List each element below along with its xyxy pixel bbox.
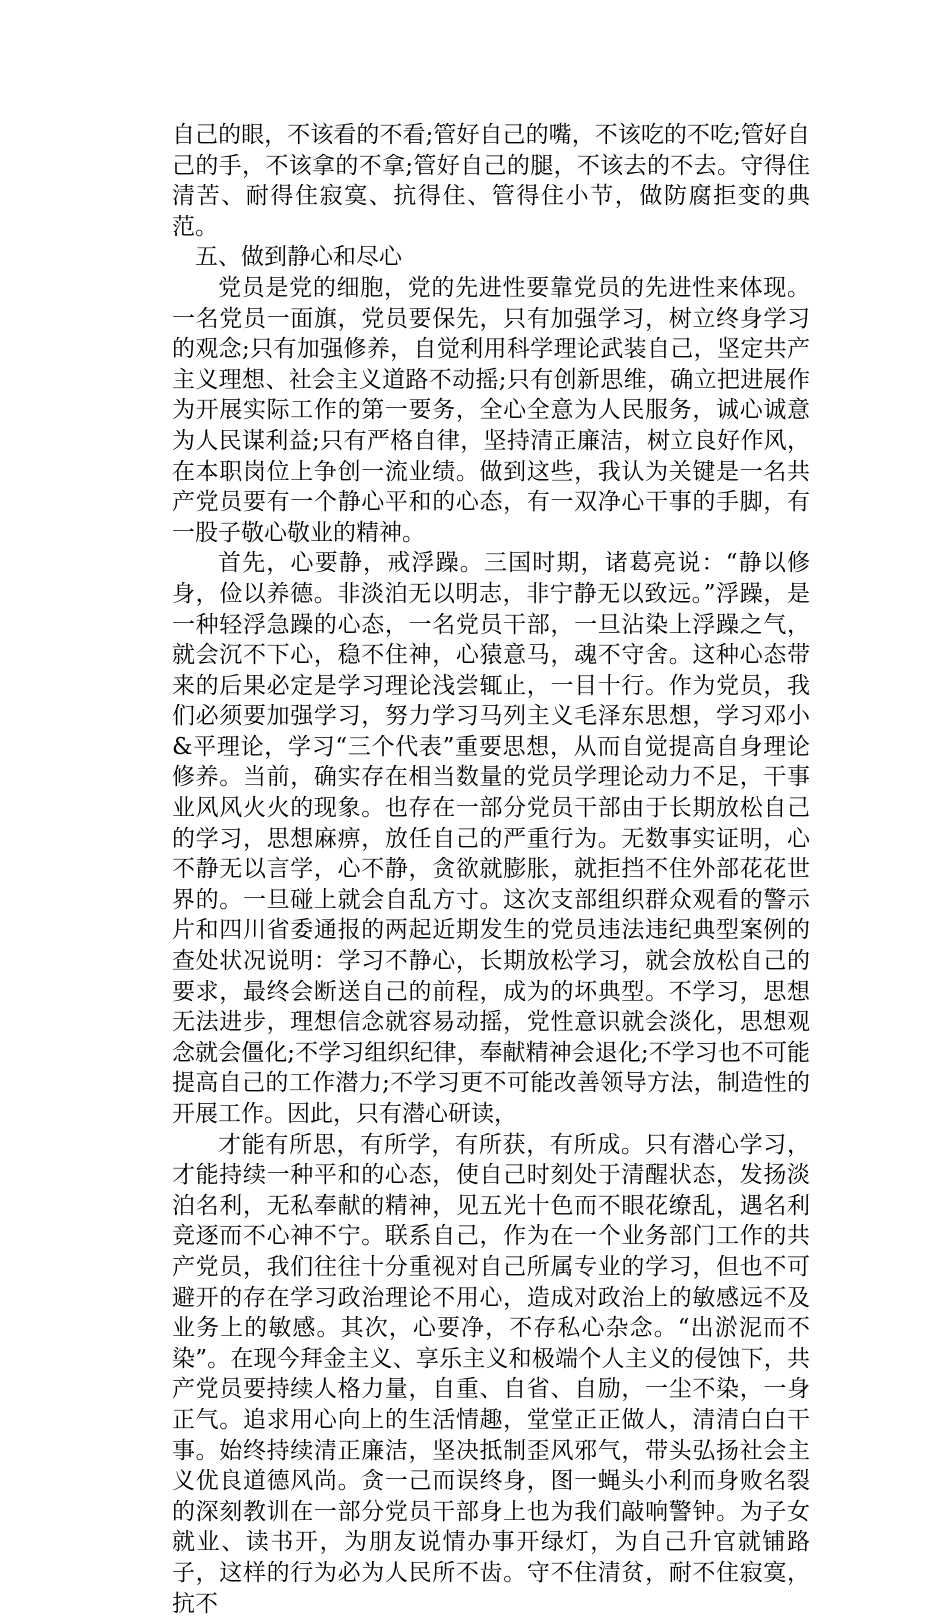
paragraph-party-member: 党员是党的细胞，党的先进性要靠党员的先进性来体现。一名党员一面旗，党员要保先，只有加强学习，树立终身学习的观念;只有加强修养，自觉利用科学理论武装自己，坚定共产主义理想、社会主义道路不动摇;只有创新思维，确立把进展作为开展实际工作的第一要务，全心全意为人民服务，诚心诚意为人民谋利益;只有严格自律，坚持清正廉洁，树立良好作风，在本职岗位上争创一流业绩。做到这些，我认为关键是一名共产党员要有一个静心平和的心态，有一双净心干事的手脚，有一股子敬心敬业的精神。 <box>172 274 810 546</box>
paragraph-continued: 自己的眼，不该看的不看;管好自己的嘴，不该吃的不吃;管好自己的手，不该拿的不拿;管好自己的腿，不该去的不去。守得住清苦、耐得住寂寞、抗得住、管得住小节，做防腐拒变的典范。 <box>172 122 810 240</box>
document-page <box>172 120 810 1619</box>
paragraph-calm-mind: 首先，心要静，戒浮躁。三国时期，诸葛亮说：“静以修身，俭以养德。非淡泊无以明志，非宁静无以致远。”浮躁，是一种轻浮急躁的心态，一名党员干部，一旦沾染上浮躁之气，就会沉不下心，稳不住神，心猿意马，魂不守舍。这种心态带来的后果必定是学习理论浅尝辄止，一目十行。作为党员，我们必须要加强学习，努力学习马列主义毛泽东思想，学习邓小&平理论，学习“三个代表”重要思想，从而自觉提高自身理论修养。当前，确实存在相当数量的党员学理论动力不足，干事业风风火火的现象。也存在一部分党员干部由于长期放松自己的学习，思想麻痹，放任自己的严重行为。无数事实证明，心不静无以言学，心不静，贪欲就膨胀，就拒挡不住外部花花世界的。一旦碰上就会自乱方寸。这次支部组织群众观看的警示片和四川省委通报的两起近期发生的党员违法违纪典型案例的查处状况说明：学习不静心，长期放松学习，就会放松自己的要求，最终会断送自己的前程，成为的坏典型。不学习，思想无法进步，理想信念就容易动摇，党性意识就会淡化，思想观念就会僵化;不学习组织纪律，奉献精神会退化;不学习也不可能提高自己的工作潜力;不学习更不可能改善领导方法，制造性的开展工作。因此，只有潜心研读， <box>172 550 810 1127</box>
section-heading: 五、做到静心和尽心 <box>195 244 402 271</box>
paragraph-clean-mind: 才能有所思，有所学，有所获，有所成。只有潜心学习，才能持续一种平和的心态，使自己时刻处于清醒状态，发扬淡泊名利，无私奉献的精神，见五光十色而不眼花缭乱，遇名利竞逐而不心神不宁。联系自己，作为在一个业务部门工作的共产党员，我们往往十分重视对自己所属专业的学习，但也不可避开的存在学习政治理论不用心，造成对政治上的敏感远不及业务上的敏感。其次，心要净，不存私心杂念。“出淤泥而不染”。在现今拜金主义、享乐主义和极端个人主义的侵蚀下，共产党员要持续人格力量，自重、自省、自励，一尘不染，一身正气。追求用心向上的生活情趣，堂堂正正做人，清清白白干事。始终持续清正廉洁，坚决抵制歪风邪气，带头弘扬社会主义优良道德风尚。贪一己而误终身，图一蝇头小利而身败名裂的深刻教训在一部分党员干部身上也为我们敲响警钟。为子女就业、读书开，为朋友说情办事开绿灯，为自己升官就铺路子，这样的行为必为人民所不齿。守不住清贫，耐不住寂寞，抗不 <box>172 1131 810 1617</box>
